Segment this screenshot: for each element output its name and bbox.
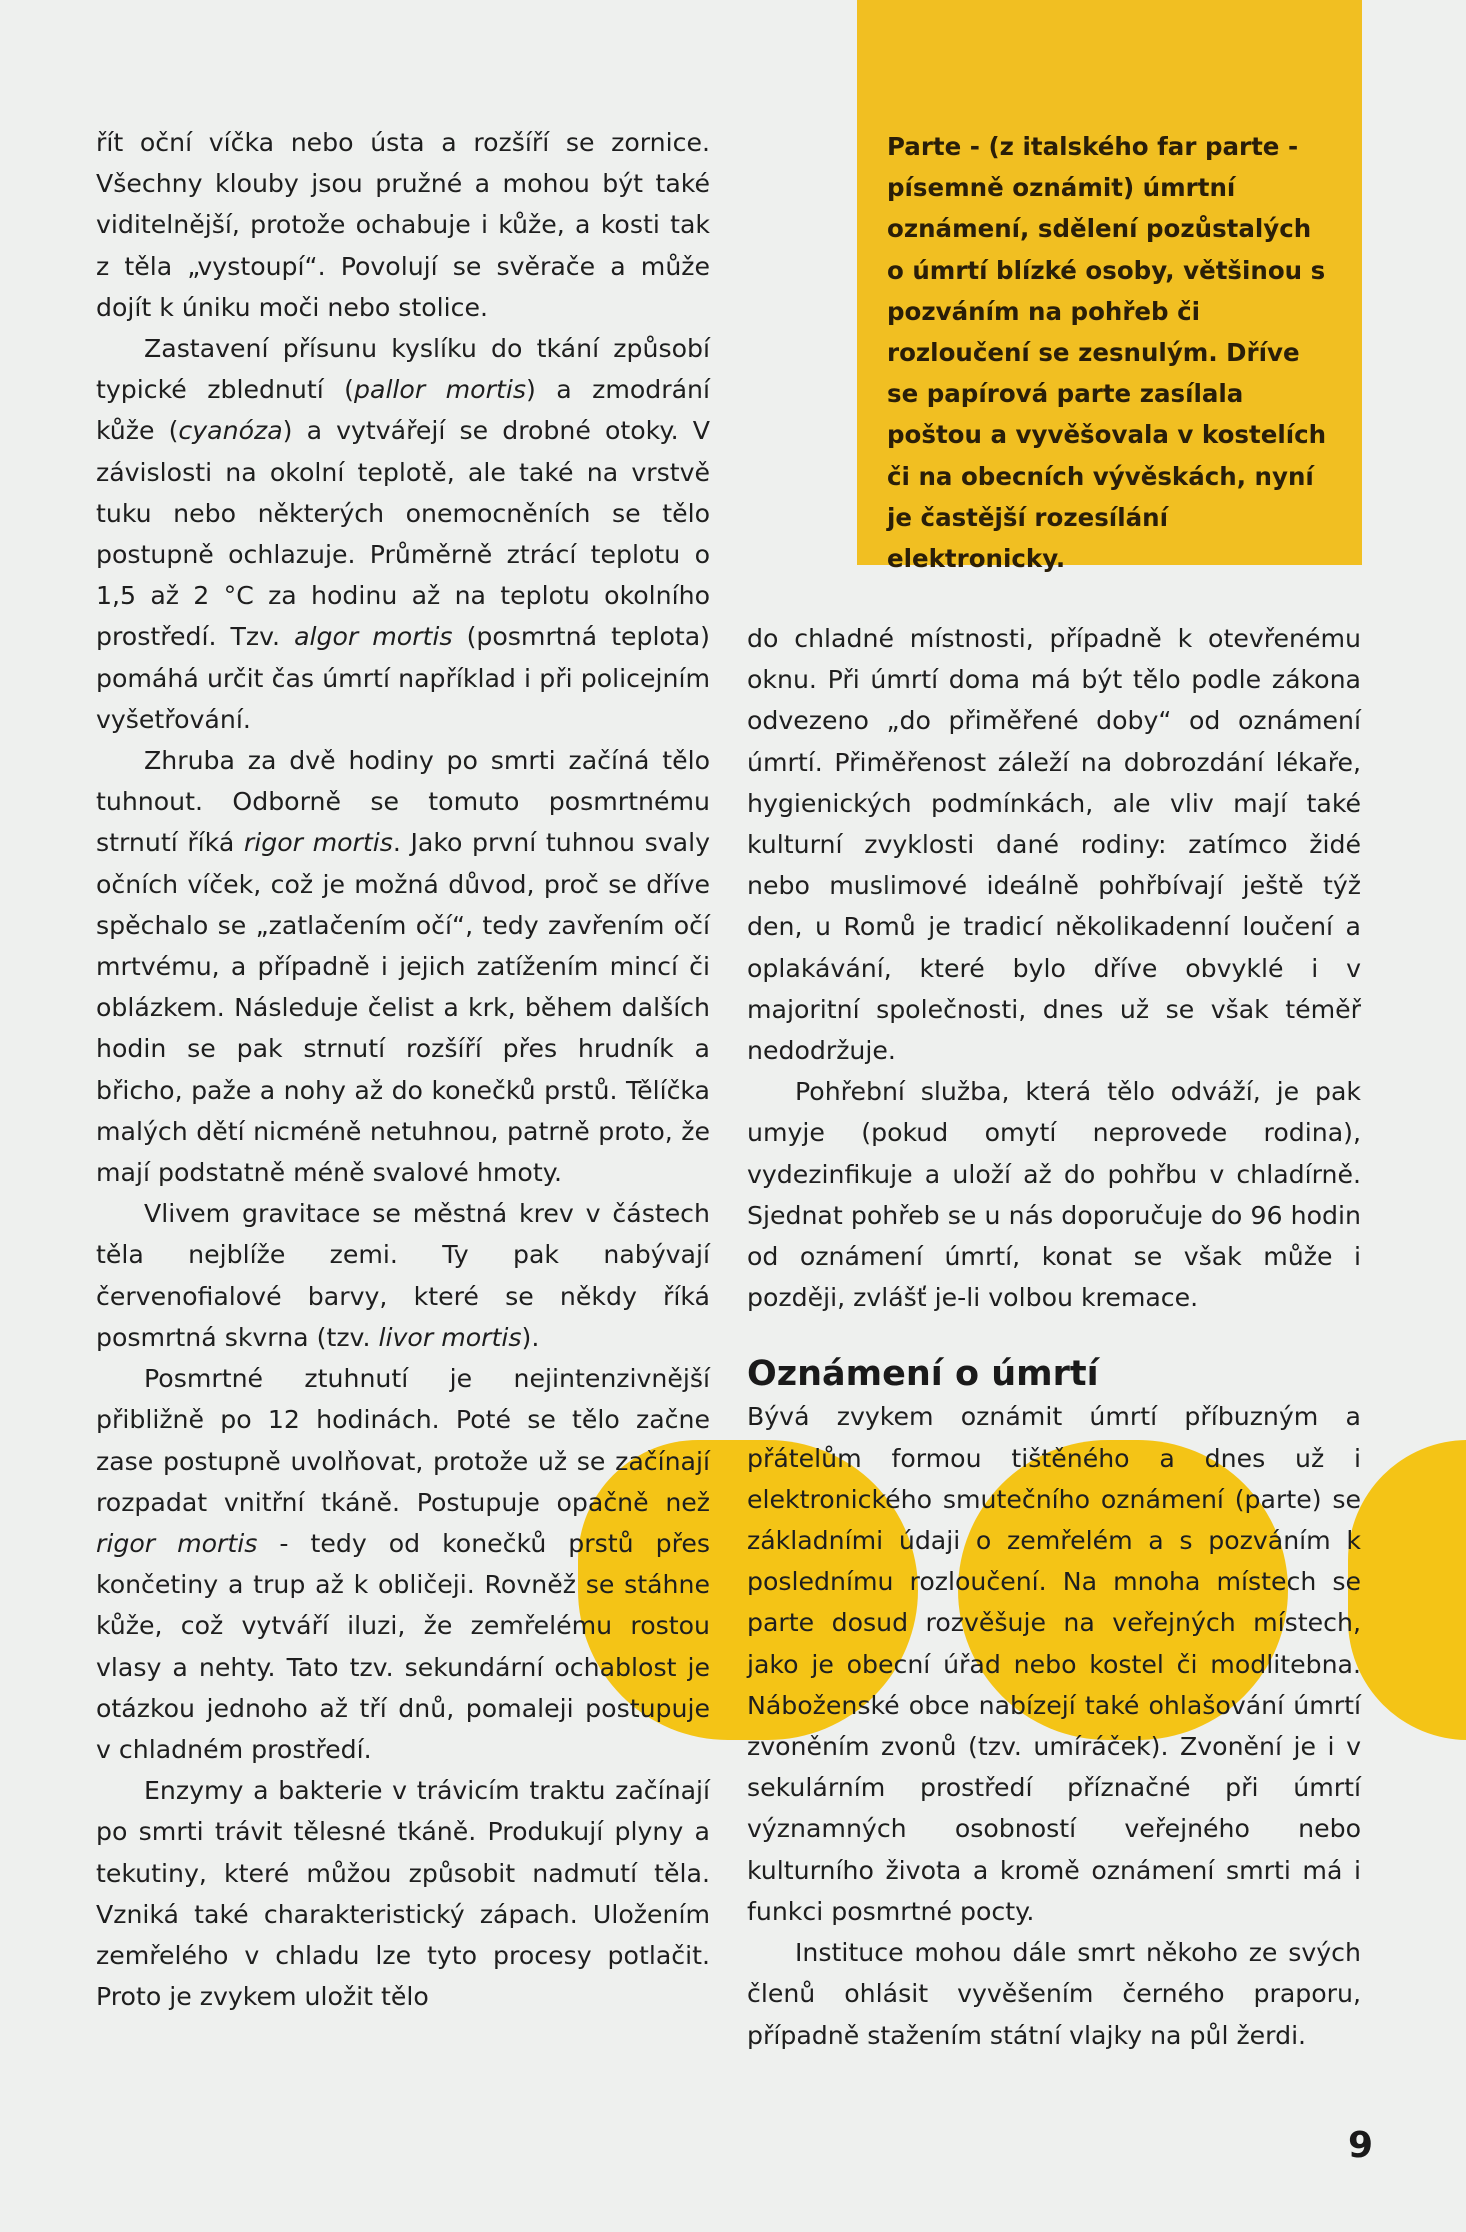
paragraph: Zhruba za dvě hodiny po smrti začíná tělo tuhnout. Odborně se tomuto posmrtnému strnutí říká rigor mortis. Jako první tuhnou svaly očních víček, což je možná důvod, proč se dříve spěchalo se „zatlačením očí“, tedy zavřením očí mrtvému, a případně i jejich zatížením mincí či oblázkem. Následuje čelist a krk, během dalších hodin se pak strnutí rozšíří přes hrudník a břicho, paže a nohy až do konečků prstů. Tělíčka malých dětí nicméně netuhnou, patrně proto, že mají podstatně méně svalové hmoty. — [96, 746, 710, 1188]
paragraph: Zastavení přísunu kyslíku do tkání způsobí typické zblednutí (pallor mortis) a zmodrání kůže (cyanóza) a vytvářejí se drobné otoky. V závislosti na okolní teplotě, ale také na vrstvě tuku nebo některých onemocněních se tělo postupně ochlazuje. Průměrně ztrácí teplotu o 1,5 až 2 °C za hodinu až na teplotu okolního prostředí. Tzv. algor mortis (posmrtná teplota) pomáhá určit čas úmrtí například i při policejním vyšetřování. — [96, 334, 711, 734]
latin-term: pallor mortis — [354, 375, 526, 405]
page-number: 9 — [1348, 2125, 1374, 2166]
definition-text — [887, 126, 1328, 579]
paragraph: Enzymy a bakterie v trávicím traktu začínají po smrti trávit tělesné tkáně. Produkují plyny a tekutiny, které můžou způsobit nadmutí těla. Vzniká také charakteristický zápach. Uložením zemřelého v chladu lze tyto procesy potlačit. Proto je zvykem uložit tělo — [96, 1776, 710, 2012]
definition-term: Parte — [887, 132, 962, 161]
left-column — [96, 122, 710, 2017]
paragraph: Vlivem gravitace se městná krev v částech těla nejblíže zemi. Ty pak nabývají červenofialové barvy, které se někdy říká posmrtná skvrna (tzv. livor mortis). — [96, 1199, 710, 1352]
definition-body: - (z italského far parte - písemně oznámit) úmrtní oznámení, sdělení pozůstalých o úmrtí blízké osoby, většinou s pozváním na pohřeb či rozloučení se zesnulým. Dříve se papírová parte zasílala poštou a vyvěšovala v kostelích či na obecních vývěskách, nyní je častější rozesílání elektronicky. — [887, 132, 1327, 574]
right-column — [747, 618, 1361, 2056]
paragraph: do chladné místnosti, případně k otevřenému oknu. Při úmrtí doma má být tělo podle zákona odvezeno „do přiměřené doby“ od oznámení úmrtí. Přiměřenost záleží na dobrozdání lékaře, hygienických podmínkách, ale vliv mají také kulturní zvyklosti dané rodiny: zatímco židé nebo muslimové ideálně pohřbívají ještě týž den, u Romů je tradicí několikadenní loučení a oplakávání, které bylo dříve obvyklé i v majoritní společnosti, dnes už se však téměř nedodržuje. — [747, 624, 1361, 1066]
paragraph: Pohřební služba, která tělo odváží, je pak umyje (pokud omytí neprovede rodina), vydezinfikuje a uloží až do pohřbu v chladírně. Sjednat pohřeb se u nás doporučuje do 96 hodin od oznámení úmrtí, konat se však může i později, zvlášť je-li volbou kremace. — [747, 1077, 1361, 1313]
paragraph: Bývá zvykem oznámit úmrtí příbuzným a přátelům formou tištěného a dnes už i elektronického smutečního oznámení (parte) se základními údaji o zemřelém a s pozváním k poslednímu rozloučení. Na mnoha místech se parte dosud rozvěšuje na veřejných místech, jako je obecní úřad nebo kostel či modlitebna. Náboženské obce nabízejí také ohlašování úmrtí zvoněním zvonů (tzv. umíráček). Zvonění je i v sekulárním prostředí příznačné při úmrtí významných osobností veřejného nebo kulturního života a kromě oznámení smrti má i funkci posmrtné pocty. — [747, 1402, 1361, 1926]
latin-term: rigor mortis — [96, 1528, 258, 1558]
decorative-yellow-blob — [1348, 1440, 1466, 1740]
section-heading: Oznámení o úmrtí — [747, 1354, 1099, 1395]
latin-term: algor mortis — [294, 622, 453, 652]
definition-box — [857, 0, 1362, 574]
paragraph: řít oční víčka nebo ústa a rozšíří se zornice. Všechny klouby jsou pružné a mohou být také viditelnější, protože ochabuje i kůže, a kosti tak z těla „vystoupí“. Povolují se svěrače a může dojít k úniku moči nebo stolice. — [96, 128, 710, 322]
latin-term: livor mortis — [378, 1322, 522, 1352]
latin-term: cyanóza — [178, 416, 283, 446]
latin-term: rigor mortis — [243, 828, 393, 858]
paragraph: Posmrtné ztuhnutí je nejintenzivnější přibližně po 12 hodinách. Poté se tělo začne zase postupně uvolňovat, protože už se začínají rozpadat vnitřní tkáně. Postupuje opačně než rigor mortis - tedy od konečků prstů přes končetiny a trup až k obličeji. Rovněž se stáhne kůže, což vytváří iluzi, že zemřelému rostou vlasy a nehty. Tato tzv. sekundární ochablost je otázkou jednoho až tří dnů, pomaleji postupuje v chladném prostředí. — [96, 1364, 710, 1764]
paragraph: Instituce mohou dále smrt někoho ze svých členů ohlásit vyvěšením černého praporu, případně stažením státní vlajky na půl žerdi. — [747, 1938, 1361, 2050]
